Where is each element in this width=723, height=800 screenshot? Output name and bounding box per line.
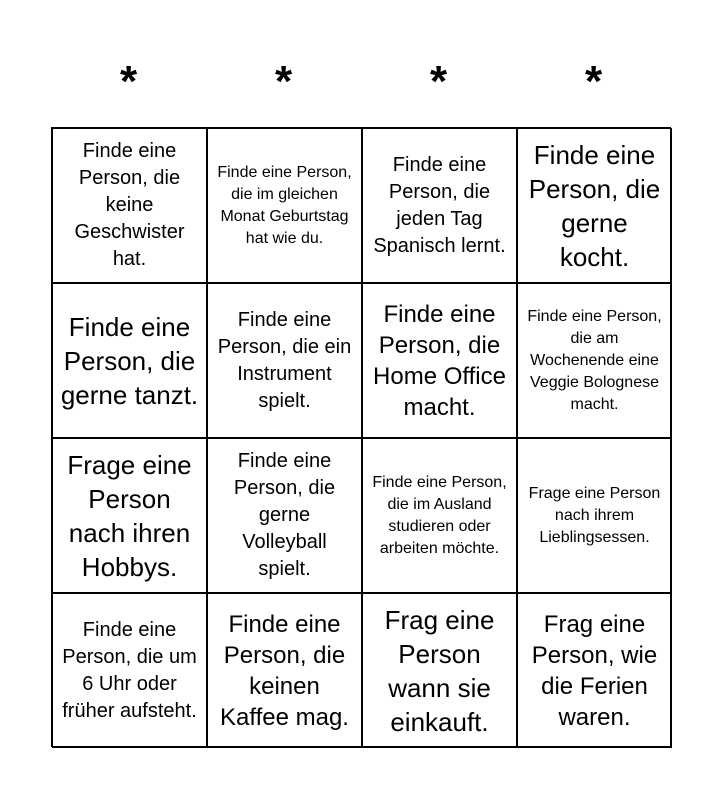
bingo-cell[interactable]: [517, 438, 672, 593]
bingo-cell[interactable]: [362, 128, 517, 283]
bingo-cell-text: Finde eine Person, die Home Office macht.: [373, 300, 506, 421]
header-star: *: [584, 57, 603, 106]
bingo-cell-text: Finde eine Person, die um 6 Uhr oder früher aufsteht.: [62, 618, 197, 722]
bingo-cell[interactable]: [52, 128, 207, 283]
bingo-cell[interactable]: [517, 283, 672, 438]
bingo-cell[interactable]: [207, 438, 362, 593]
bingo-cell[interactable]: [207, 128, 362, 283]
bingo-cell[interactable]: [362, 438, 517, 593]
bingo-cell-text: Frag eine Person wann sie einkauft.: [384, 604, 495, 737]
bingo-cell-text: Finde eine Person, die ein Instrument spielt.: [217, 308, 352, 412]
bingo-cell[interactable]: [207, 283, 362, 438]
bingo-cell-text: Frag eine Person, wie die Ferien waren.: [531, 610, 658, 731]
header-star: *: [119, 57, 138, 106]
bingo-cell[interactable]: [52, 593, 207, 748]
bingo-cell[interactable]: [517, 128, 672, 283]
bingo-board: [51, 127, 671, 747]
bingo-cell-text: Frage eine Person nach ihren Hobbys.: [67, 449, 192, 582]
bingo-cell-text: Finde eine Person, die am Wochenende eine Veggie Bolognese macht.: [527, 307, 662, 413]
bingo-cell-text: Frage eine Person nach ihrem Lieblingsessen.: [528, 484, 661, 546]
bingo-cell[interactable]: [362, 593, 517, 748]
bingo-cell[interactable]: [362, 283, 517, 438]
bingo-cell-text: Finde eine Person, die im gleichen Monat Geburtstag hat wie du.: [217, 163, 352, 247]
bingo-cell[interactable]: [517, 593, 672, 748]
bingo-cell[interactable]: [52, 438, 207, 593]
bingo-cell-text: Finde eine Person, die jeden Tag Spanisch lernt.: [373, 153, 506, 257]
bingo-cell-text: Finde eine Person, die keinen Kaffee mag.: [220, 610, 349, 731]
bingo-cell[interactable]: [207, 593, 362, 748]
header-star: *: [429, 57, 448, 106]
bingo-cell-text: Finde eine Person, die keine Geschwister hat.: [74, 140, 185, 270]
bingo-cell[interactable]: [52, 283, 207, 438]
bingo-cell-text: Finde eine Person, die im Ausland studieren oder arbeiten möchte.: [372, 473, 507, 557]
header-row: [51, 52, 671, 112]
header-star: *: [274, 57, 293, 106]
bingo-cell-text: Finde eine Person, die gerne Volleyball spielt.: [233, 450, 336, 580]
bingo-cell-text: Finde eine Person, die gerne tanzt.: [60, 311, 199, 410]
bingo-cell-text: Finde eine Person, die gerne kocht.: [528, 139, 661, 272]
